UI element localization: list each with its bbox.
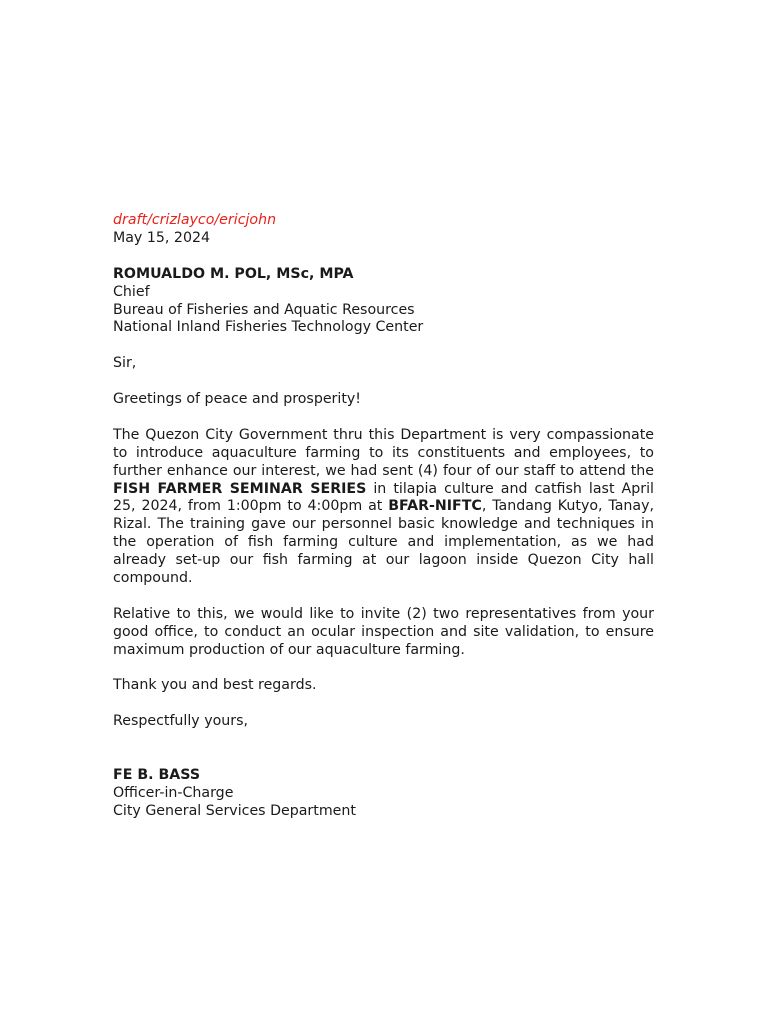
draft-marker: draft/crizlayco/ericjohn — [113, 212, 277, 228]
seminar-name: FISH FARMER SEMINAR SERIES — [113, 480, 367, 497]
addressee-title: Chief — [113, 283, 150, 300]
body-p1-text-1: The Quezon City Government thru this Department is very compassionate to introduce aquaculture farming to its constituents and employees, to further enhance our interest, we had sent (4) four of our staff to attend the — [113, 426, 654, 479]
signature-space — [113, 731, 654, 767]
signatory-dept: City General Services Department — [113, 802, 356, 819]
spacer — [113, 248, 654, 266]
signatory-name: FE B. BASS — [113, 766, 201, 783]
letter-body — [113, 212, 654, 821]
spacer — [113, 337, 654, 355]
closing-line: Respectfully yours, — [113, 713, 249, 730]
signatory-title: Officer-in-Charge — [113, 784, 234, 801]
body-p1-text-3: , Tandang Kutyo, Tanay, Rizal. The training gave our personnel basic knowledge and techniques in the operation of fish farming culture and implementation, as we had already set-up our fish farming at our lagoon inside Quezon City hall compound. — [113, 498, 655, 587]
addressee-name: ROMUALDO M. POL, MSc, MPA — [113, 265, 354, 282]
body-paragraph-2: Relative to this, we would like to invite (2) two representatives from your good office, to conduct an ocular inspection and site validation, to ensure maximum production of our aquaculture farming. — [113, 605, 654, 658]
thanks-line: Thank you and best regards. — [113, 677, 317, 694]
addressee-org: Bureau of Fisheries and Aquatic Resources — [113, 301, 415, 318]
spacer — [113, 409, 654, 427]
spacer — [113, 660, 654, 678]
letter-date: May 15, 2024 — [113, 229, 211, 246]
addressee-center: National Inland Fisheries Technology Center — [113, 319, 424, 336]
body-p1-text-2: in tilapia culture and catfish last April 25, 2024, from 1:00pm to 4:00pm at — [113, 480, 654, 515]
greeting: Greetings of peace and prosperity! — [113, 391, 361, 408]
spacer — [113, 588, 654, 606]
spacer — [113, 695, 654, 713]
salutation: Sir, — [113, 355, 137, 372]
spacer — [113, 373, 654, 391]
venue-name: BFAR-NIFTC — [388, 498, 482, 515]
body-paragraph-1 — [113, 427, 654, 588]
